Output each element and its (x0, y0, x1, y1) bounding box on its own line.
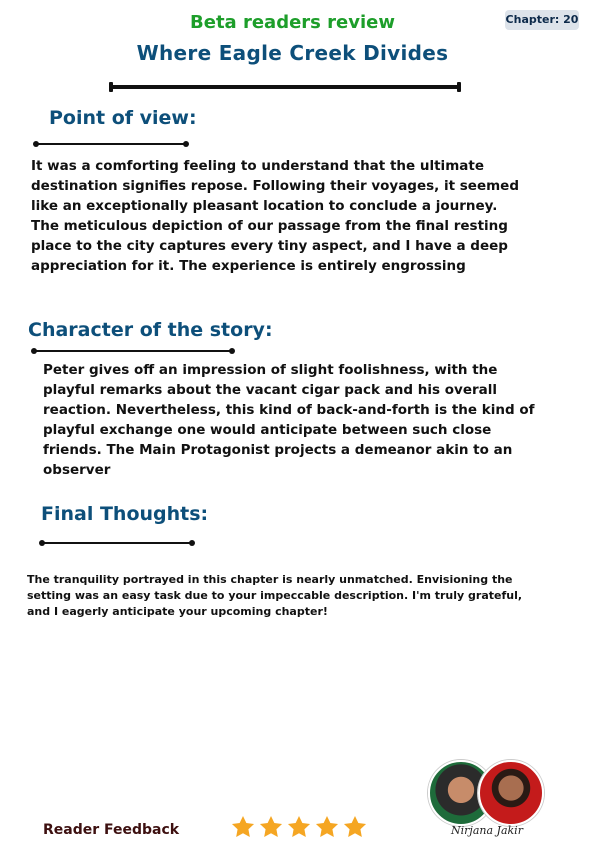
character-divider (34, 350, 232, 352)
text-line: playful remarks about the vacant cigar pack and his overall (43, 382, 498, 398)
text-line: reaction. Nevertheless, this kind of back-and-forth is the kind of (43, 402, 535, 418)
text-line: The tranquility portrayed in this chapter is nearly unmatched. Envisioning the (27, 573, 513, 586)
final-thoughts-divider (42, 542, 192, 544)
title-divider (112, 85, 458, 89)
text-line: playful exchange one would anticipate between such close (43, 422, 492, 438)
point-of-view-text (31, 156, 586, 276)
text-line: setting was an easy task due to your impeccable description. I'm truly grateful, (27, 589, 523, 602)
reader-feedback-label: Reader Feedback (43, 822, 180, 838)
point-of-view-heading: Point of view: (49, 107, 197, 129)
text-line: Peter gives off an impression of slight foolishness, with the (43, 362, 498, 378)
final-thoughts-text (27, 572, 587, 620)
text-line: and I eagerly anticipate your upcoming chapter! (27, 605, 328, 618)
text-line: destination signifies repose. Following their voyages, it seemed (31, 178, 519, 194)
book-title: Where Eagle Creek Divides (136, 41, 449, 65)
text-line: friends. The Main Protagonist projects a demeanor akin to an (43, 442, 513, 458)
final-thoughts-heading: Final Thoughts: (41, 503, 209, 525)
avatar (478, 760, 544, 826)
point-of-view-divider (36, 143, 186, 145)
star-icon (314, 814, 340, 840)
text-line: place to the city captures every tiny aspect, and I have a deep (31, 238, 508, 254)
star-icon (230, 814, 256, 840)
text-line: The meticulous depiction of our passage from the final resting (31, 218, 508, 234)
text-line: like an exceptionally pleasant location to conclude a journey. (31, 198, 498, 214)
text-line: It was a comforting feeling to understand that the ultimate (31, 158, 484, 174)
character-text (43, 360, 593, 480)
chapter-badge: Chapter: 20 (505, 10, 579, 30)
text-line: appreciation for it. The experience is entirely engrossing (31, 258, 466, 274)
star-rating (230, 814, 370, 840)
character-heading: Character of the story: (28, 319, 273, 341)
star-icon (342, 814, 368, 840)
signature: Nirjana Jakir (451, 824, 523, 837)
star-icon (286, 814, 312, 840)
beta-readers-title: Beta readers review (190, 12, 395, 33)
star-icon (258, 814, 284, 840)
text-line: observer (43, 462, 111, 478)
